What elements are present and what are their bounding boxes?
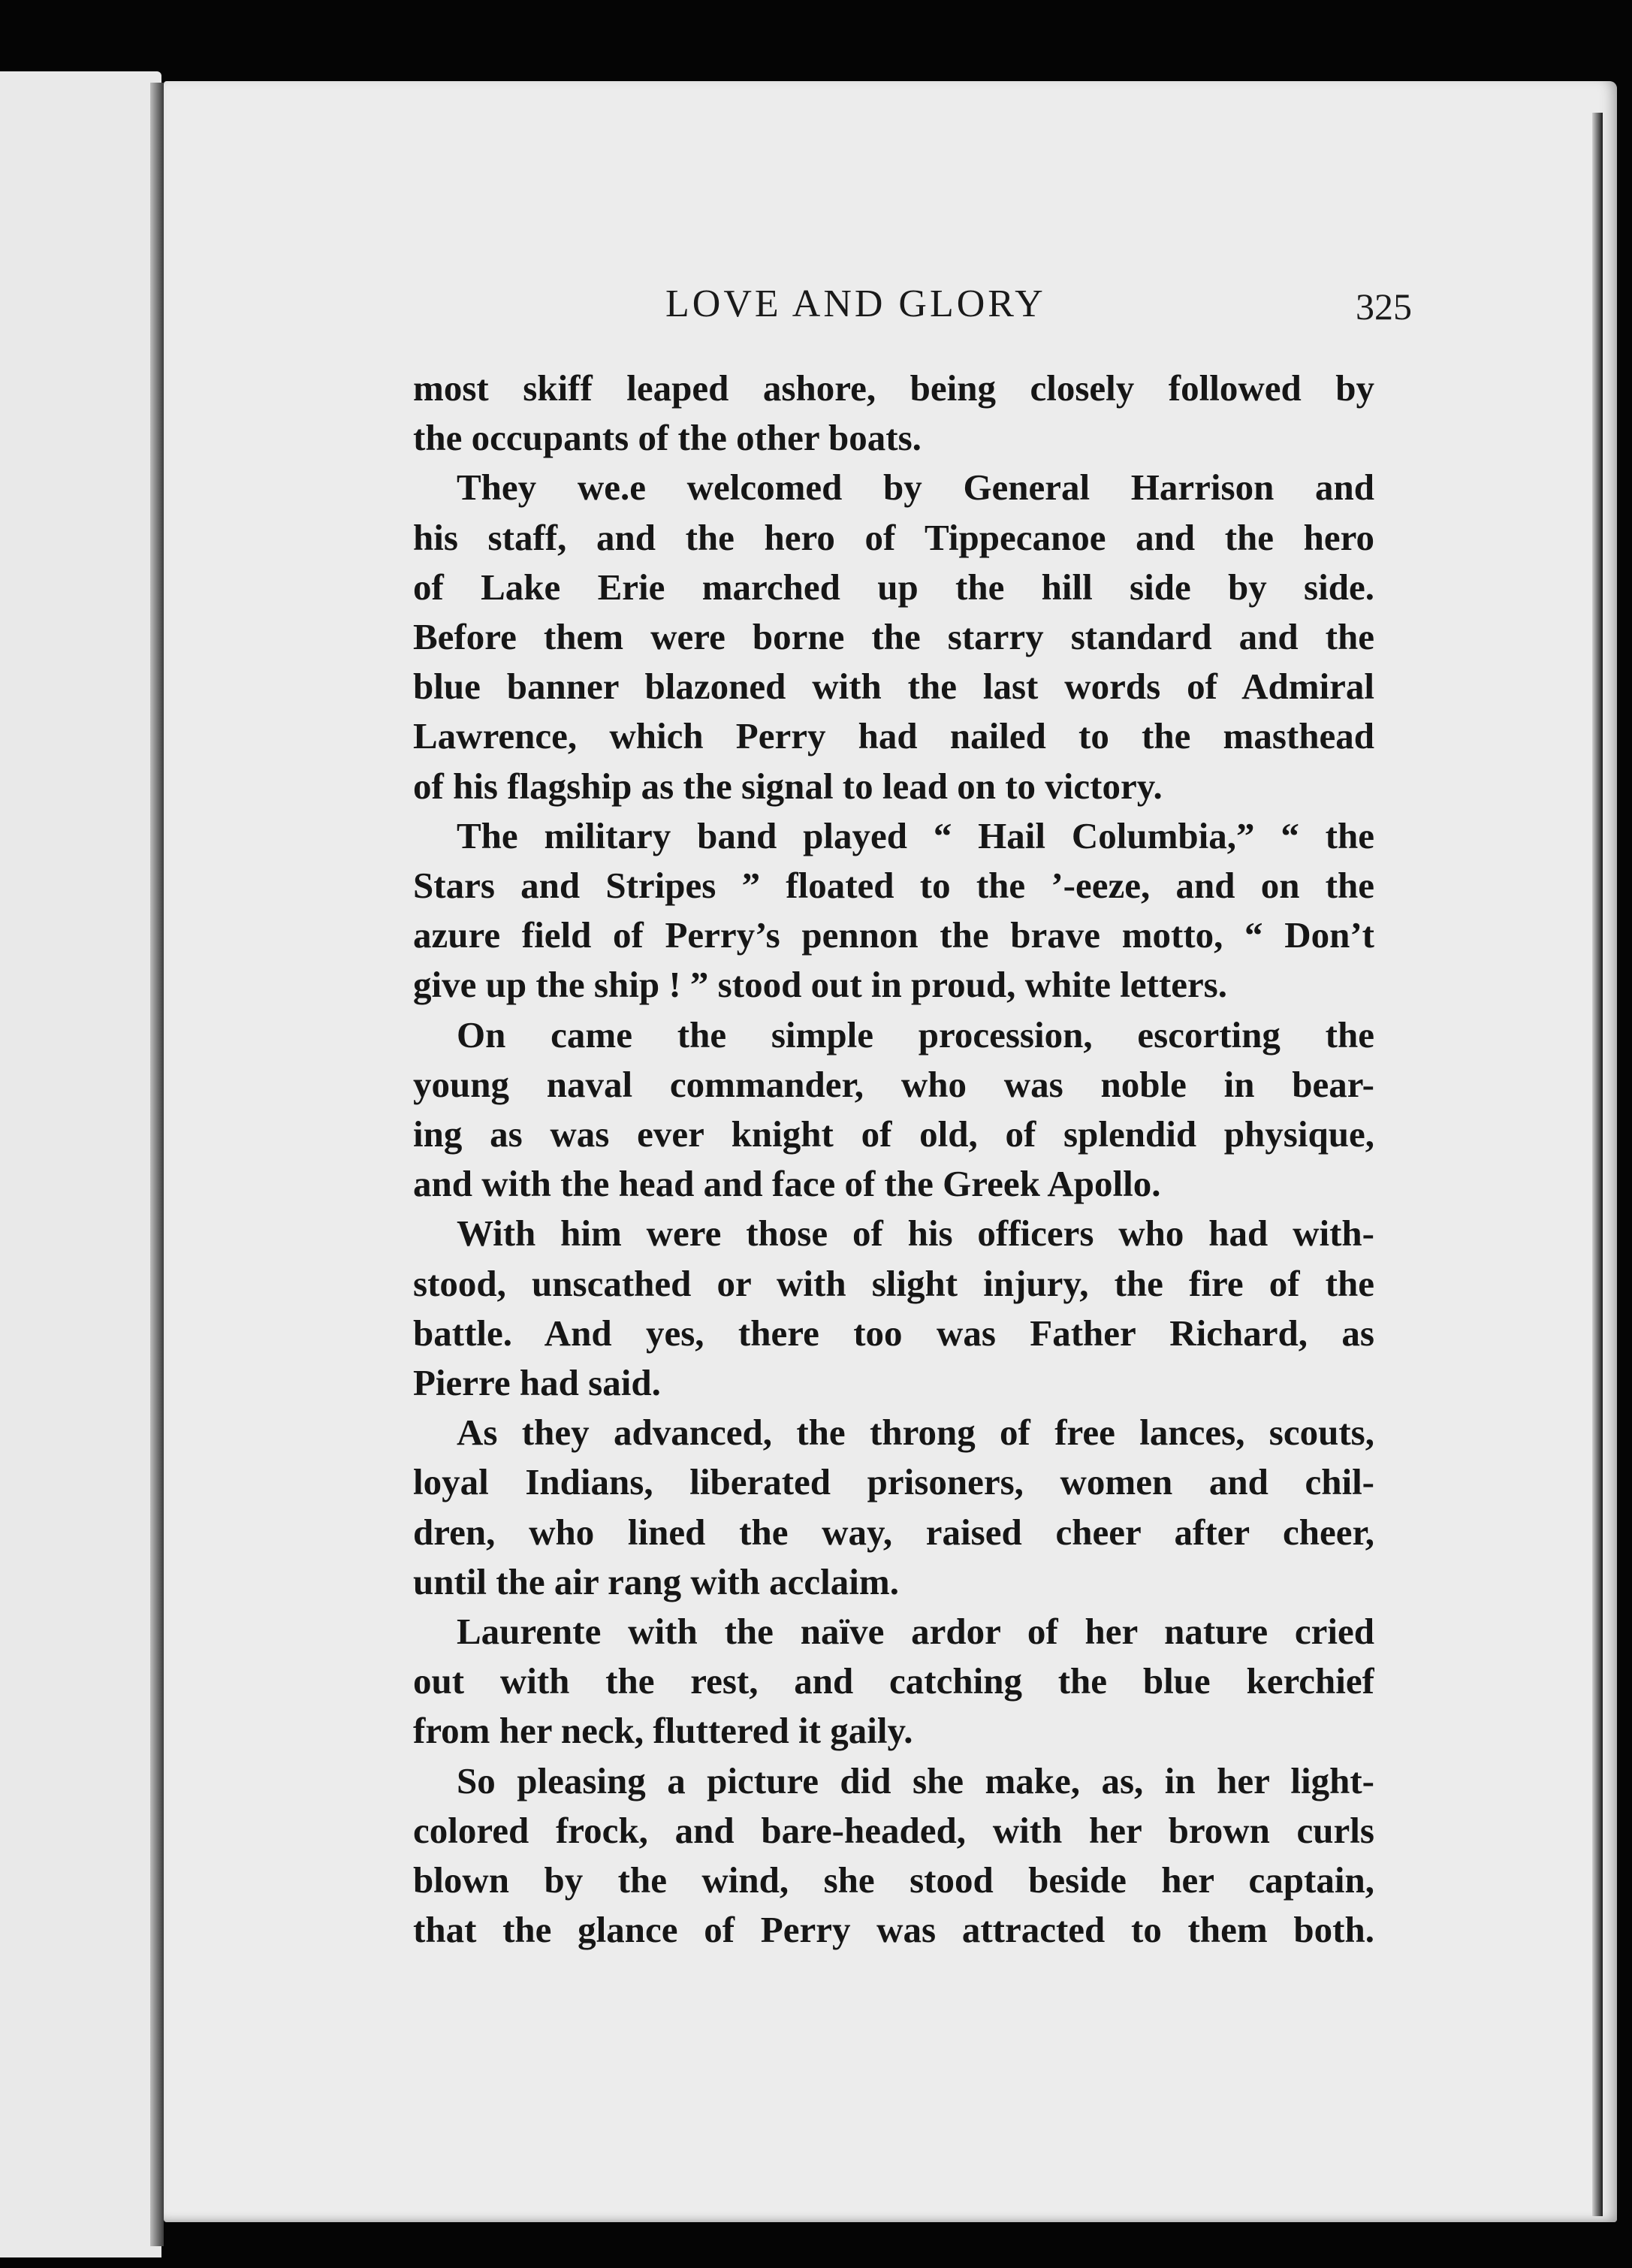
text-line: the occupants of the other boats. <box>413 417 922 459</box>
text-line: of Lake Erie marched up the hill side by side. <box>413 566 1374 608</box>
text-line: out with the rest, and catching the blue kerchief <box>413 1660 1374 1702</box>
text-line: The military band played “ Hail Columbia,” “ the <box>457 814 1374 856</box>
text-line: that the glance of Perry was attracted to them both. <box>413 1909 1374 1951</box>
text-line: ing as was ever knight of old, of splendid physique, <box>413 1113 1374 1155</box>
text-line: his staff, and the hero of Tippecanoe and the hero <box>413 516 1374 558</box>
paragraph-5 <box>413 1209 1374 1408</box>
page-header <box>421 282 1412 334</box>
text-line: most skiff leaped ashore, being closely followed by <box>413 367 1374 409</box>
running-title: LOVE AND GLORY <box>665 282 1046 325</box>
text-line: Laurente with the naïve ardor of her nature cried <box>457 1611 1374 1653</box>
page-number: 325 <box>1356 285 1412 328</box>
text-line: battle. And yes, there too was Father Richard, as <box>413 1312 1374 1354</box>
text-line: give up the ship ! ” stood out in proud, white letters. <box>413 964 1228 1006</box>
text-line: from her neck, fluttered it gaily. <box>413 1710 913 1752</box>
text-line: of his flagship as the signal to lead on to victory. <box>413 765 1163 807</box>
text-line: azure field of Perry’s pennon the brave motto, “ Don’t <box>413 914 1374 956</box>
paragraph-8 <box>413 1756 1374 1955</box>
text-line: dren, who lined the way, raised cheer after cheer, <box>413 1511 1374 1553</box>
text-line: until the air rang with acclaim. <box>413 1560 899 1602</box>
text-line: They we.e welcomed by General Harrison and <box>457 467 1374 509</box>
book-gutter <box>150 83 164 2246</box>
text-line: Lawrence, which Perry had nailed to the masthead <box>413 715 1374 757</box>
paragraph-7 <box>413 1607 1374 1756</box>
paragraph-4 <box>413 1010 1374 1209</box>
page-edge-shadow <box>1592 113 1603 2216</box>
paragraph-2 <box>413 463 1374 811</box>
facing-page-edge <box>0 71 161 2257</box>
text-line: On came the simple procession, escorting the <box>457 1013 1374 1055</box>
paragraph-1 <box>413 364 1374 463</box>
text-line: As they advanced, the throng of free lances, scouts, <box>457 1412 1374 1454</box>
text-line: So pleasing a picture did she make, as, in her light- <box>457 1759 1374 1801</box>
text-line: and with the head and face of the Greek Apollo. <box>413 1163 1161 1205</box>
text-line: blown by the wind, she stood beside her captain, <box>413 1859 1374 1901</box>
paragraph-3 <box>413 811 1374 1010</box>
text-line: colored frock, and bare-headed, with her brown curls <box>413 1809 1374 1851</box>
text-line: With him were those of his officers who had with- <box>457 1213 1374 1255</box>
text-line: Before them were borne the starry standard and the <box>413 616 1374 658</box>
text-line: blue banner blazoned with the last words of Admiral <box>413 666 1374 708</box>
text-line: Pierre had said. <box>413 1362 661 1404</box>
paragraph-6 <box>413 1408 1374 1607</box>
text-line: loyal Indians, liberated prisoners, women and chil- <box>413 1461 1374 1503</box>
text-line: young naval commander, who was noble in bear- <box>413 1063 1374 1105</box>
text-line: stood, unscathed or with slight injury, the fire of the <box>413 1262 1374 1304</box>
body-text <box>413 364 1374 1955</box>
text-line: Stars and Stripes ” floated to the ’-eeze, and on the <box>413 865 1374 907</box>
